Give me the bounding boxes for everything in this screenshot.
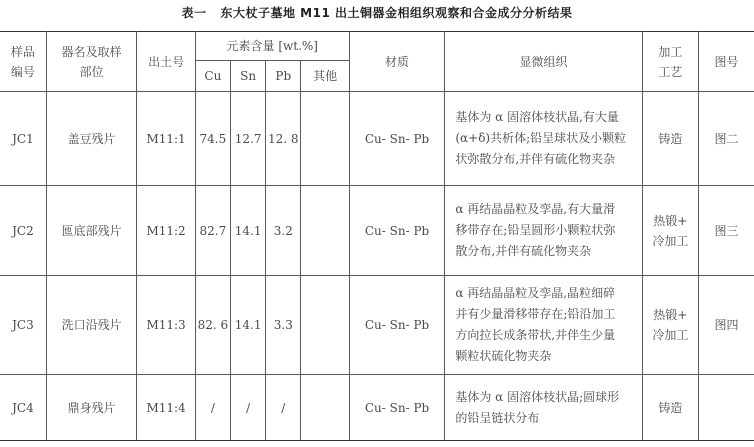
item-name: 盖豆残片 [46, 92, 137, 186]
header-item: 器名及取样 部位 [46, 32, 137, 92]
cu-value: / [195, 375, 230, 441]
other-value [301, 276, 349, 375]
figure-no: 图四 [699, 276, 754, 375]
sn-value: 14.1 [230, 276, 265, 375]
process: 热锻+ 冷加工 [642, 276, 698, 375]
sample-no: JC3 [0, 276, 46, 375]
item-name: 匜底部残片 [46, 186, 137, 276]
excavation-no: M11:1 [137, 92, 195, 186]
table-title: 东大杖子墓地 M11 出土铜器金相组织观察和合金成分分析结果 [220, 6, 573, 20]
header-composition: 元素含量 [wt.%] [195, 32, 349, 61]
sn-value: 12.7 [230, 92, 265, 186]
header-figure: 图号 [699, 32, 754, 92]
sample-no: JC4 [0, 375, 46, 441]
other-value [301, 375, 349, 441]
other-value [301, 92, 349, 186]
table-row [0, 92, 754, 186]
microstructure: α 再结晶晶粒及孪晶,晶粒细碎 并有少量滑移带存在;铅沿加工 方向拉长成条带状,并伴生少量 颗粒状硫化物夹杂 [445, 276, 642, 375]
header-sample-no: 样品 编号 [0, 32, 46, 92]
cu-value: 74.5 [195, 92, 230, 186]
sn-value: / [230, 375, 265, 441]
figure-no [699, 375, 754, 441]
material: Cu- Sn- Pb [349, 276, 445, 375]
table-caption [0, 4, 754, 21]
sample-no: JC2 [0, 186, 46, 276]
sn-value: 14.1 [230, 186, 265, 276]
sample-no: JC1 [0, 92, 46, 186]
process: 铸造 [642, 92, 698, 186]
pb-value: 3.3 [266, 276, 301, 375]
table-row [0, 375, 754, 441]
microstructure: 基体为 α 固溶体枝状晶;圆球形 的铅呈链状分布 [445, 375, 642, 441]
table-number: 表一 [181, 6, 207, 20]
microstructure: 基体为 α 固溶体枝状晶,有大量 (α+δ)共析体;铅呈球状及小颗粒 状弥散分布,并伴有硫化物夹杂 [445, 92, 642, 186]
figure-no: 图二 [699, 92, 754, 186]
process: 热锻+ 冷加工 [642, 186, 698, 276]
figure-no: 图三 [699, 186, 754, 276]
table-row [0, 186, 754, 276]
excavation-no: M11:2 [137, 186, 195, 276]
header-process: 加工 工艺 [642, 32, 698, 92]
material: Cu- Sn- Pb [349, 186, 445, 276]
excavation-no: M11:4 [137, 375, 195, 441]
excavation-no: M11:3 [137, 276, 195, 375]
material: Cu- Sn- Pb [349, 375, 445, 441]
microstructure: α 再结晶晶粒及孪晶,有大量滑 移带存在;铅呈圆形小颗粒状弥 散分布,并伴有硫化物夹杂 [445, 186, 642, 276]
item-name: 洗口沿残片 [46, 276, 137, 375]
pb-value: 12. 8 [266, 92, 301, 186]
cu-value: 82.7 [195, 186, 230, 276]
other-value [301, 186, 349, 276]
header-material: 材质 [349, 32, 445, 92]
cu-value: 82. 6 [195, 276, 230, 375]
header-element-sn: Sn [230, 61, 265, 92]
table-row [0, 276, 754, 375]
pb-value: / [266, 375, 301, 441]
header-element-pb: Pb [266, 61, 301, 92]
item-name: 鼎身残片 [46, 375, 137, 441]
header-element-cu: Cu [195, 61, 230, 92]
header-element-other: 其他 [301, 61, 349, 92]
material: Cu- Sn- Pb [349, 92, 445, 186]
pb-value: 3.2 [266, 186, 301, 276]
header-microstructure: 显微组织 [445, 32, 642, 92]
process: 铸造 [642, 375, 698, 441]
results-table [0, 31, 754, 441]
header-excavation-no: 出土号 [137, 32, 195, 92]
